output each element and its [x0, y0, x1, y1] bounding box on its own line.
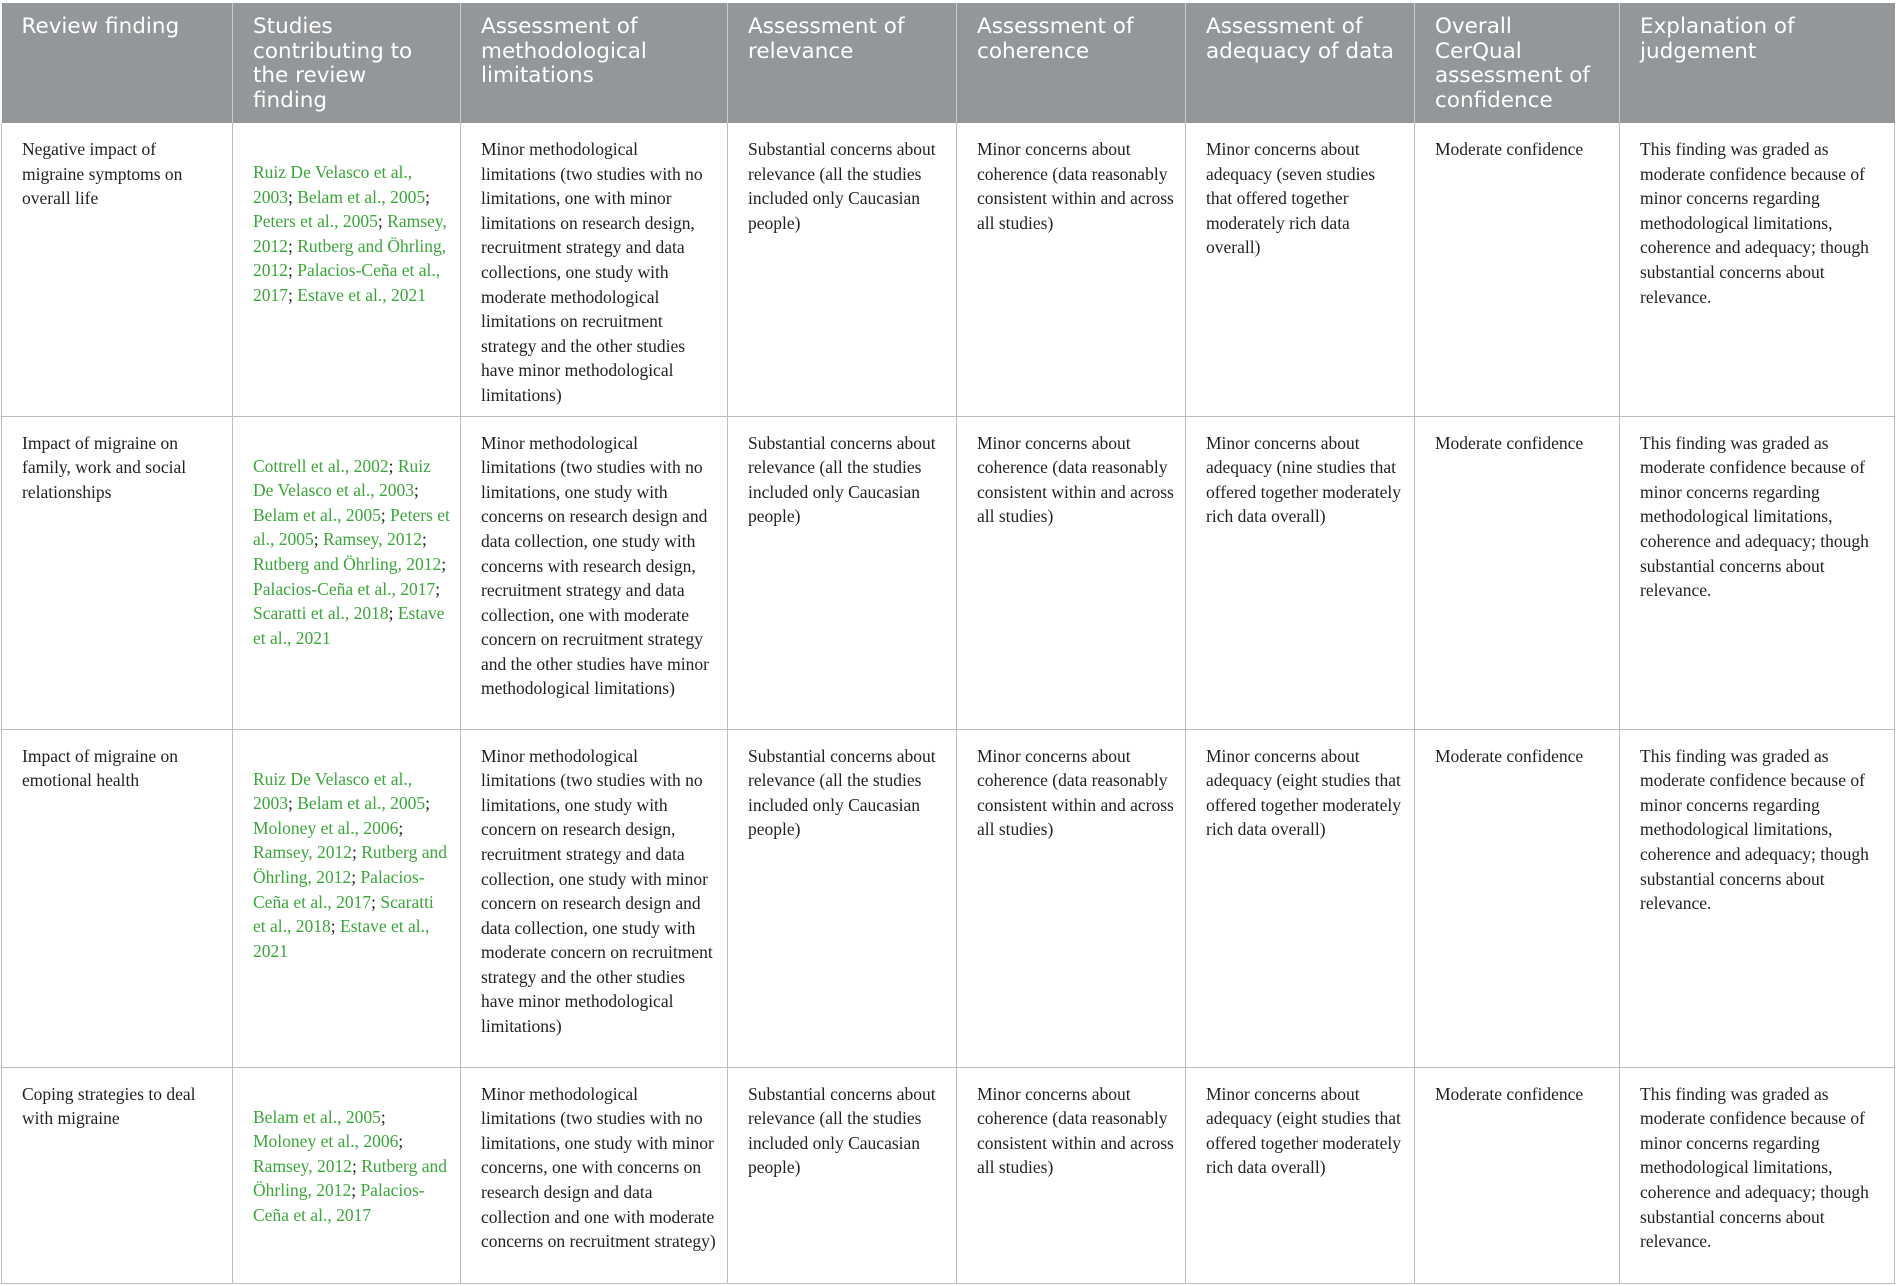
citation-separator: ;	[288, 793, 298, 814]
table-row	[2, 123, 1895, 416]
study-citation-link[interactable]: Palacios-Ceña et al., 2017	[253, 260, 441, 305]
study-citation-link[interactable]: Belam et al., 2005	[253, 504, 381, 525]
cell-finding: Negative impact of migraine symptoms on overall life	[2, 123, 233, 416]
study-citation-link[interactable]: Palacios-Ceña et al., 2017	[253, 1180, 425, 1225]
citation-separator: ;	[388, 455, 398, 476]
header-relevance: Assessment of relevance	[728, 3, 957, 123]
citation-separator: ;	[377, 211, 388, 232]
study-citation-link[interactable]: Ruiz De Velasco et al., 2003	[253, 455, 431, 501]
header-explanation: Explanation of judgement	[1620, 3, 1895, 123]
study-citation-link[interactable]: Ramsey, 2012	[253, 1155, 352, 1176]
cell-relevance: Substantial concerns about relevance (all the studies included only Caucasian people)	[728, 729, 957, 1067]
cerqual-table	[1, 3, 1895, 1284]
study-citation-link[interactable]: Moloney et al., 2006	[253, 1131, 399, 1152]
cell-coherence: Minor concerns about coherence (data reasonably consistent within and across all studies)	[957, 123, 1186, 416]
citation-separator: ;	[351, 866, 361, 887]
cell-explanation: This finding was graded as moderate confidence because of minor concerns regarding methodological limitations, coherence and adequacy; though substantial concerns about relevance.	[1620, 1067, 1895, 1283]
citation-separator: ;	[425, 186, 430, 207]
citation-separator: ;	[414, 480, 419, 501]
study-citation-link[interactable]: Ruiz De Velasco et al., 2003	[253, 162, 413, 207]
cell-confidence: Moderate confidence	[1415, 729, 1620, 1067]
study-citation-link[interactable]: Belam et al., 2005	[297, 793, 426, 814]
citation-separator: ;	[351, 1180, 361, 1201]
cell-finding: Coping strategies to deal with migraine	[2, 1067, 233, 1283]
header-overall-confidence: Overall CerQual assessment of confidence	[1415, 3, 1620, 123]
cell-finding: Impact of migraine on emotional health	[2, 729, 233, 1067]
cell-explanation: This finding was graded as moderate confidence because of minor concerns regarding methodological limitations, coherence and adequacy; though substantial concerns about relevance.	[1620, 729, 1895, 1067]
cell-confidence: Moderate confidence	[1415, 1067, 1620, 1283]
citation-separator: ;	[313, 529, 324, 550]
cell-adequacy: Minor concerns about adequacy (eight studies that offered together moderately rich data overall)	[1186, 729, 1415, 1067]
study-citation-link[interactable]: Scaratti et al., 2018	[253, 603, 389, 624]
study-citation-link[interactable]: Rutberg and Öhrling, 2012	[253, 842, 447, 887]
cell-limitations: Minor methodological limitations (two studies with no limitations, one study with minor concerns, one with concerns on research design and data collection and one with moderate concerns on recruitment strategy)	[461, 1067, 728, 1283]
citation-separator: ;	[330, 916, 341, 937]
cell-coherence: Minor concerns about coherence (data reasonably consistent within and across all studies)	[957, 1067, 1186, 1283]
table-row	[2, 729, 1895, 1067]
citation-separator: ;	[398, 817, 404, 838]
table-header	[2, 3, 1895, 123]
citation-separator: ;	[425, 793, 430, 814]
cell-relevance: Substantial concerns about relevance (all the studies included only Caucasian people)	[728, 123, 957, 416]
study-citation-link[interactable]: Palacios-Ceña et al., 2017	[253, 578, 436, 599]
study-citation-link[interactable]: Estave et al., 2021	[253, 603, 445, 648]
study-citation-link[interactable]: Scaratti et al., 2018	[253, 891, 434, 937]
header-row	[2, 3, 1895, 123]
citation-separator: ;	[380, 504, 391, 525]
header-coherence: Assessment of coherence	[957, 3, 1186, 123]
cell-studies	[233, 729, 461, 1067]
cell-confidence: Moderate confidence	[1415, 123, 1620, 416]
citation-separator: ;	[388, 603, 398, 624]
study-citation-link[interactable]: Peters et al., 2005	[253, 504, 450, 550]
citation-separator: ;	[380, 1106, 386, 1127]
cell-explanation: This finding was graded as moderate confidence because of minor concerns regarding methodological limitations, coherence and adequacy; though substantial concerns about relevance.	[1620, 416, 1895, 729]
study-citation-link[interactable]: Rutberg and Öhrling, 2012	[253, 1155, 447, 1201]
header-methodological-limitations: Assessment of methodological limitations	[461, 3, 728, 123]
cell-coherence: Minor concerns about coherence (data reasonably consistent within and across all studies)	[957, 729, 1186, 1067]
cell-limitations: Minor methodological limitations (two studies with no limitations, one study with concern on research design, recruitment strategy and data collection, one study with minor concern on research design and data collection, one study with moderate concern on recruitment strategy and the other studies have minor methodological limitations)	[461, 729, 728, 1067]
study-citation-link[interactable]: Peters et al., 2005	[253, 211, 378, 232]
citation-separator: ;	[288, 284, 298, 305]
table-row	[2, 1067, 1895, 1283]
cell-studies	[233, 416, 461, 729]
cell-limitations: Minor methodological limitations (two studies with no limitations, one with minor limitations on research design, recruitment strategy and data collections, one study with moderate methodological limitations on recruitment strategy and the other studies have minor methodological limitations)	[461, 123, 728, 416]
citation-separator: ;	[441, 553, 447, 574]
study-citation-link[interactable]: Estave et al., 2021	[253, 916, 430, 961]
cell-adequacy: Minor concerns about adequacy (eight studies that offered together moderately rich data overall)	[1186, 1067, 1415, 1283]
cell-limitations: Minor methodological limitations (two studies with no limitations, one study with concerns on research design and data collection, one study with concerns with research design, recruitment strategy and data collection, one with moderate concern on recruitment strategy and the other studies have minor methodological limitations)	[461, 416, 728, 729]
study-citation-link[interactable]: Ruiz De Velasco et al., 2003	[253, 768, 413, 814]
cell-coherence: Minor concerns about coherence (data reasonably consistent within and across all studies)	[957, 416, 1186, 729]
study-citation-link[interactable]: Belam et al., 2005	[253, 1106, 381, 1127]
study-citation-link[interactable]: Cottrell et al., 2002	[253, 455, 389, 476]
study-citation-link[interactable]: Estave et al., 2021	[297, 284, 427, 305]
citation-separator: ;	[398, 1131, 404, 1152]
cell-relevance: Substantial concerns about relevance (all the studies included only Caucasian people)	[728, 1067, 957, 1283]
study-citation-link[interactable]: Belam et al., 2005	[297, 186, 426, 207]
study-citation-link[interactable]: Rutberg and Öhrling, 2012	[253, 553, 442, 574]
table-body	[2, 123, 1895, 1283]
study-citation-link[interactable]: Ramsey, 2012	[323, 529, 423, 550]
cell-adequacy: Minor concerns about adequacy (seven studies that offered together moderately rich data overall)	[1186, 123, 1415, 416]
header-studies: Studies contributing to the review finding	[233, 3, 461, 123]
cell-relevance: Substantial concerns about relevance (all the studies included only Caucasian people)	[728, 416, 957, 729]
cell-confidence: Moderate confidence	[1415, 416, 1620, 729]
header-adequacy: Assessment of adequacy of data	[1186, 3, 1415, 123]
cell-studies	[233, 1067, 461, 1283]
study-citation-link[interactable]: Palacios-Ceña et al., 2017	[253, 866, 425, 912]
cell-studies	[233, 123, 461, 416]
citation-separator: ;	[352, 842, 362, 863]
study-citation-link[interactable]: Ramsey, 2012	[253, 211, 447, 256]
citation-separator: ;	[288, 186, 298, 207]
cell-adequacy: Minor concerns about adequacy (nine studies that offered together moderately rich data overall)	[1186, 416, 1415, 729]
cell-finding: Impact of migraine on family, work and social relationships	[2, 416, 233, 729]
citation-separator: ;	[435, 578, 441, 599]
citation-separator: ;	[288, 235, 298, 256]
citation-separator: ;	[352, 1155, 362, 1176]
header-review-finding: Review finding	[2, 3, 233, 123]
citation-separator: ;	[288, 260, 298, 281]
study-citation-link[interactable]: Moloney et al., 2006	[253, 817, 399, 838]
study-citation-link[interactable]: Ramsey, 2012	[253, 842, 352, 863]
citation-separator: ;	[422, 529, 427, 550]
citation-separator: ;	[371, 891, 381, 912]
table-row	[2, 416, 1895, 729]
study-citation-link[interactable]: Rutberg and Öhrling, 2012	[253, 235, 447, 281]
cell-explanation: This finding was graded as moderate confidence because of minor concerns regarding methodological limitations, coherence and adequacy; though substantial concerns about relevance.	[1620, 123, 1895, 416]
